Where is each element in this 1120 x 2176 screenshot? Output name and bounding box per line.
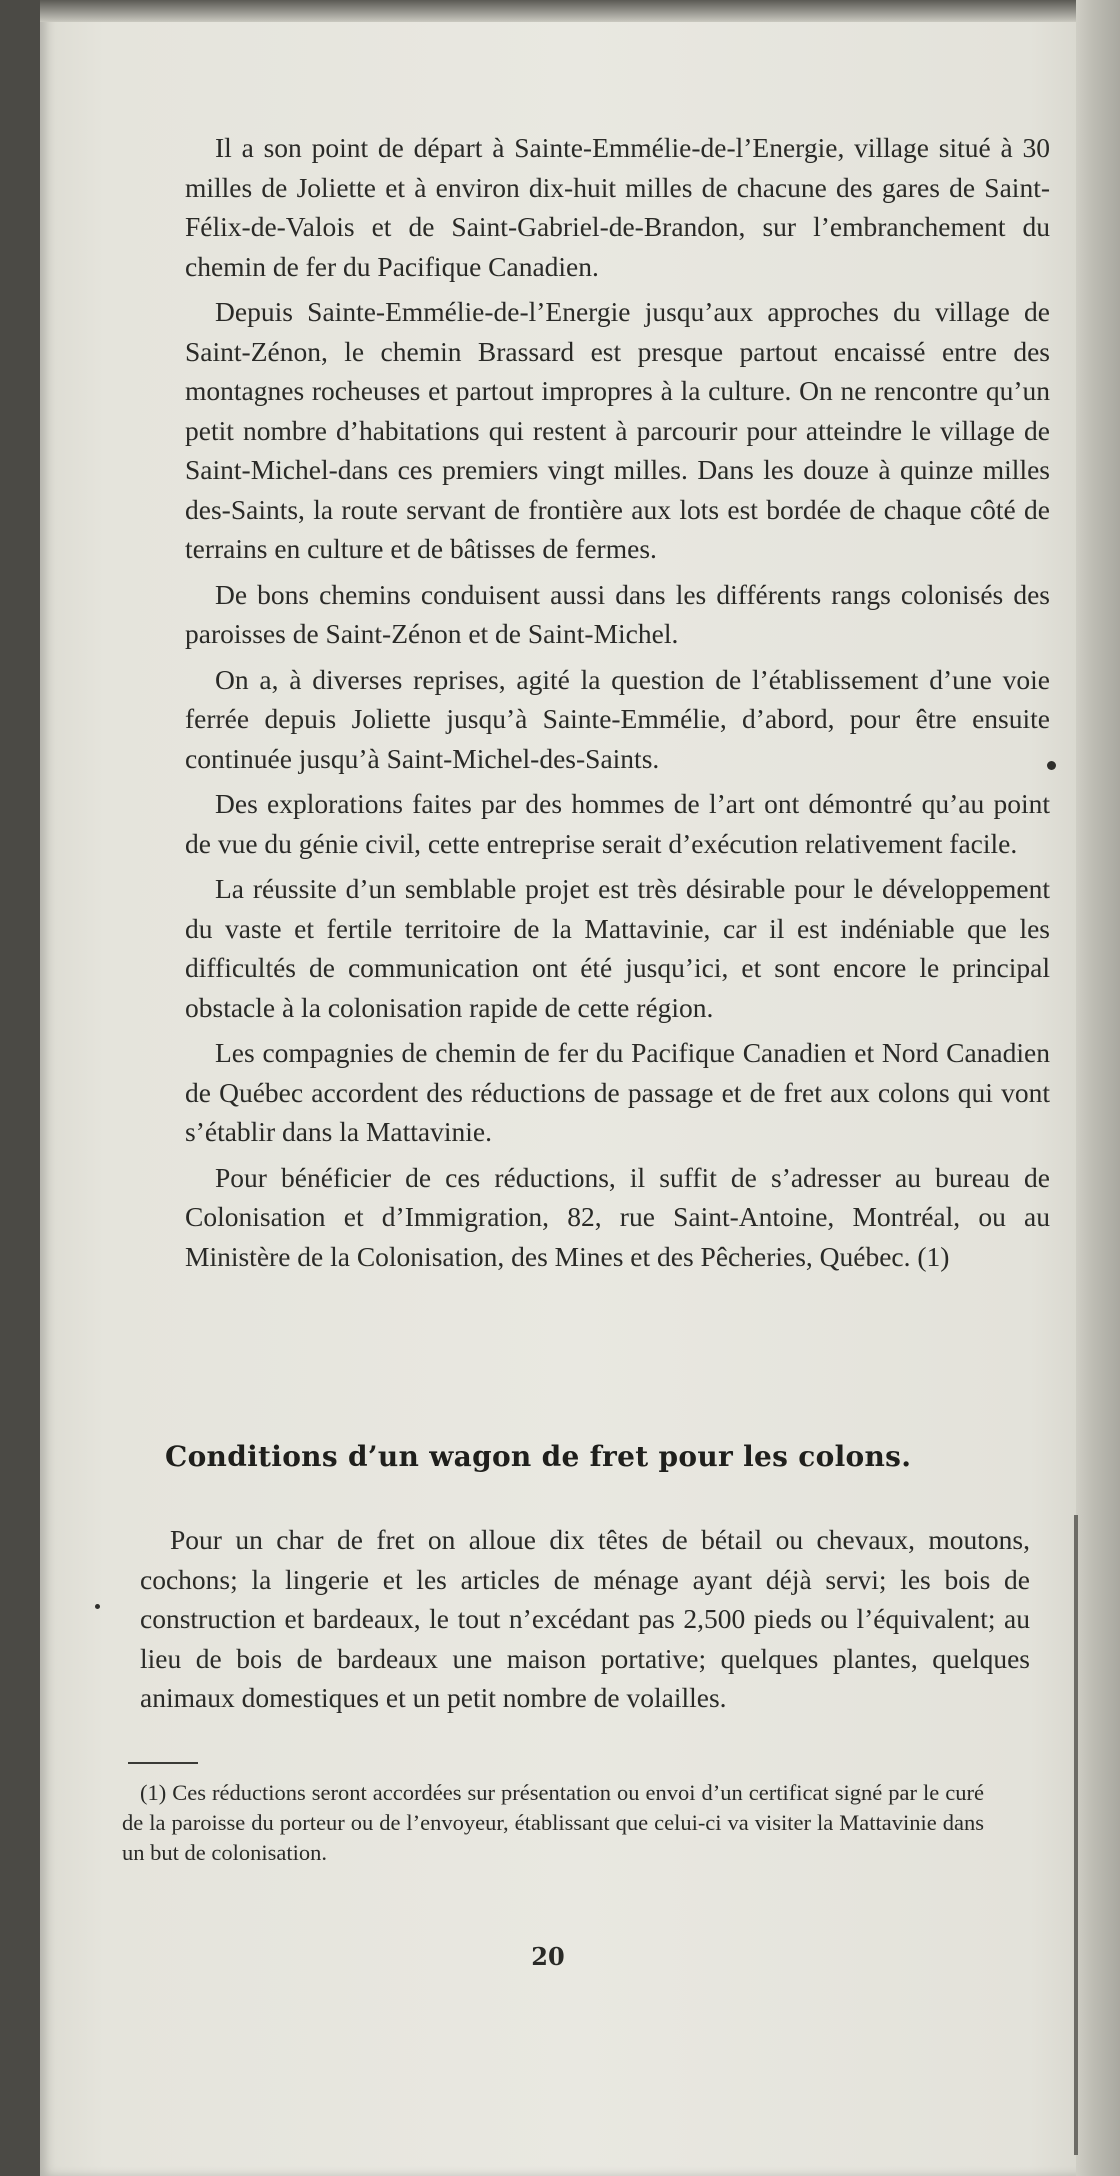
ink-speck [1047,761,1056,770]
section-heading: Conditions d’un wagon de fret pour les colons. [165,1440,912,1473]
ink-speck [95,1604,100,1609]
binding-edge-line [1074,1515,1078,2155]
body-text [185,128,1050,1276]
paragraph: Des explorations faites par des hommes de l’art ont démontré qu’au point de vue du génie civil, cette entreprise serait d’exécution relativement facile. [185,788,1050,859]
paragraph: Depuis Sainte-Emmélie-de-l’Energie jusqu’aux approches du village de Saint-Zénon, le chemin Brassard est presque partout encaissé entre des montagnes rocheuses et partout impropres à la culture. On ne rencontre qu’un petit nombre d’habitations qui restent à parcourir pour atteindre le village de Saint-Michel-dans ces premiers vingt milles. Dans les douze à quinze milles des-Saints, la route servant de frontière aux lots est bordée de chaque côté de terrains en culture et de bâtisses de fermes. [185,296,1050,564]
paragraph: La réussite d’un semblable projet est très désirable pour le développement du vaste et fertile territoire de la Mattavinie, car il est indéniable que les difficultés de communication ont été jusqu’ici, et sont encore le principal obstacle à la colonisation rapide de cette région. [185,873,1050,1023]
paragraph: Pour bénéficier de ces réductions, il suffit de s’adresser au bureau de Colonisation et d’Immigration, 82, rue Saint-Antoine, Montréal, ou au Ministère de la Colonisation, des Mines et des Pêcheries, Québec. (1) [185,1161,1050,1272]
paragraph: On a, à diverses reprises, agité la question de l’établissement d’une voie ferrée depuis Joliette jusqu’à Sainte-Emmélie, d’abord, pour être ensuite continuée jusqu’à Saint-Michel-des-Saints. [185,663,1050,774]
page-top-shadow [40,0,1115,22]
footnote [122,1778,984,1868]
paragraph: Il a son point de départ à Sainte-Emmélie-de-l’Energie, village situé à 30 milles de Joliette et à environ dix-huit milles de chacune des gares de Saint-Félix-de-Valois et de Saint-Gabriel-de-Brandon, sur l’embranchement du chemin de fer du Pacifique Canadien. [185,132,1050,282]
paragraph: Les compagnies de chemin de fer du Pacifique Canadien et Nord Canadien de Québec accordent des réductions de passage et de fret aux colons qui vont s’établir dans la Mattavinie. [185,1037,1050,1147]
section-body [140,1520,1030,1718]
page-number: 20 [531,1942,565,1971]
paragraph: De bons chemins conduisent aussi dans les différents rangs colonisés des paroisses de Saint-Zénon et de Saint-Michel. [185,578,1050,649]
page-right-edge [1076,0,1120,2176]
paragraph: Pour un char de fret on alloue dix têtes de bétail ou chevaux, moutons, cochons; la lingerie et les articles de ménage ayant déjà servi; les bois de construction et bardeaux, le tout n’excédant pas 2,500 pieds ou l’équivalent; au lieu de bois de bardeaux une maison portative; quelques plantes, quelques animaux domestiques et un petit nombre de volailles. [140,1524,1030,1713]
footnote-text: (1) Ces réductions seront accordées sur présentation ou envoi d’un certificat signé par le curé de la paroisse du porteur ou de l’envoyeur, établissant que celui-ci va visiter la Mattavinie dans un but de colonisation. [122,1780,984,1865]
footnote-rule [128,1762,198,1764]
